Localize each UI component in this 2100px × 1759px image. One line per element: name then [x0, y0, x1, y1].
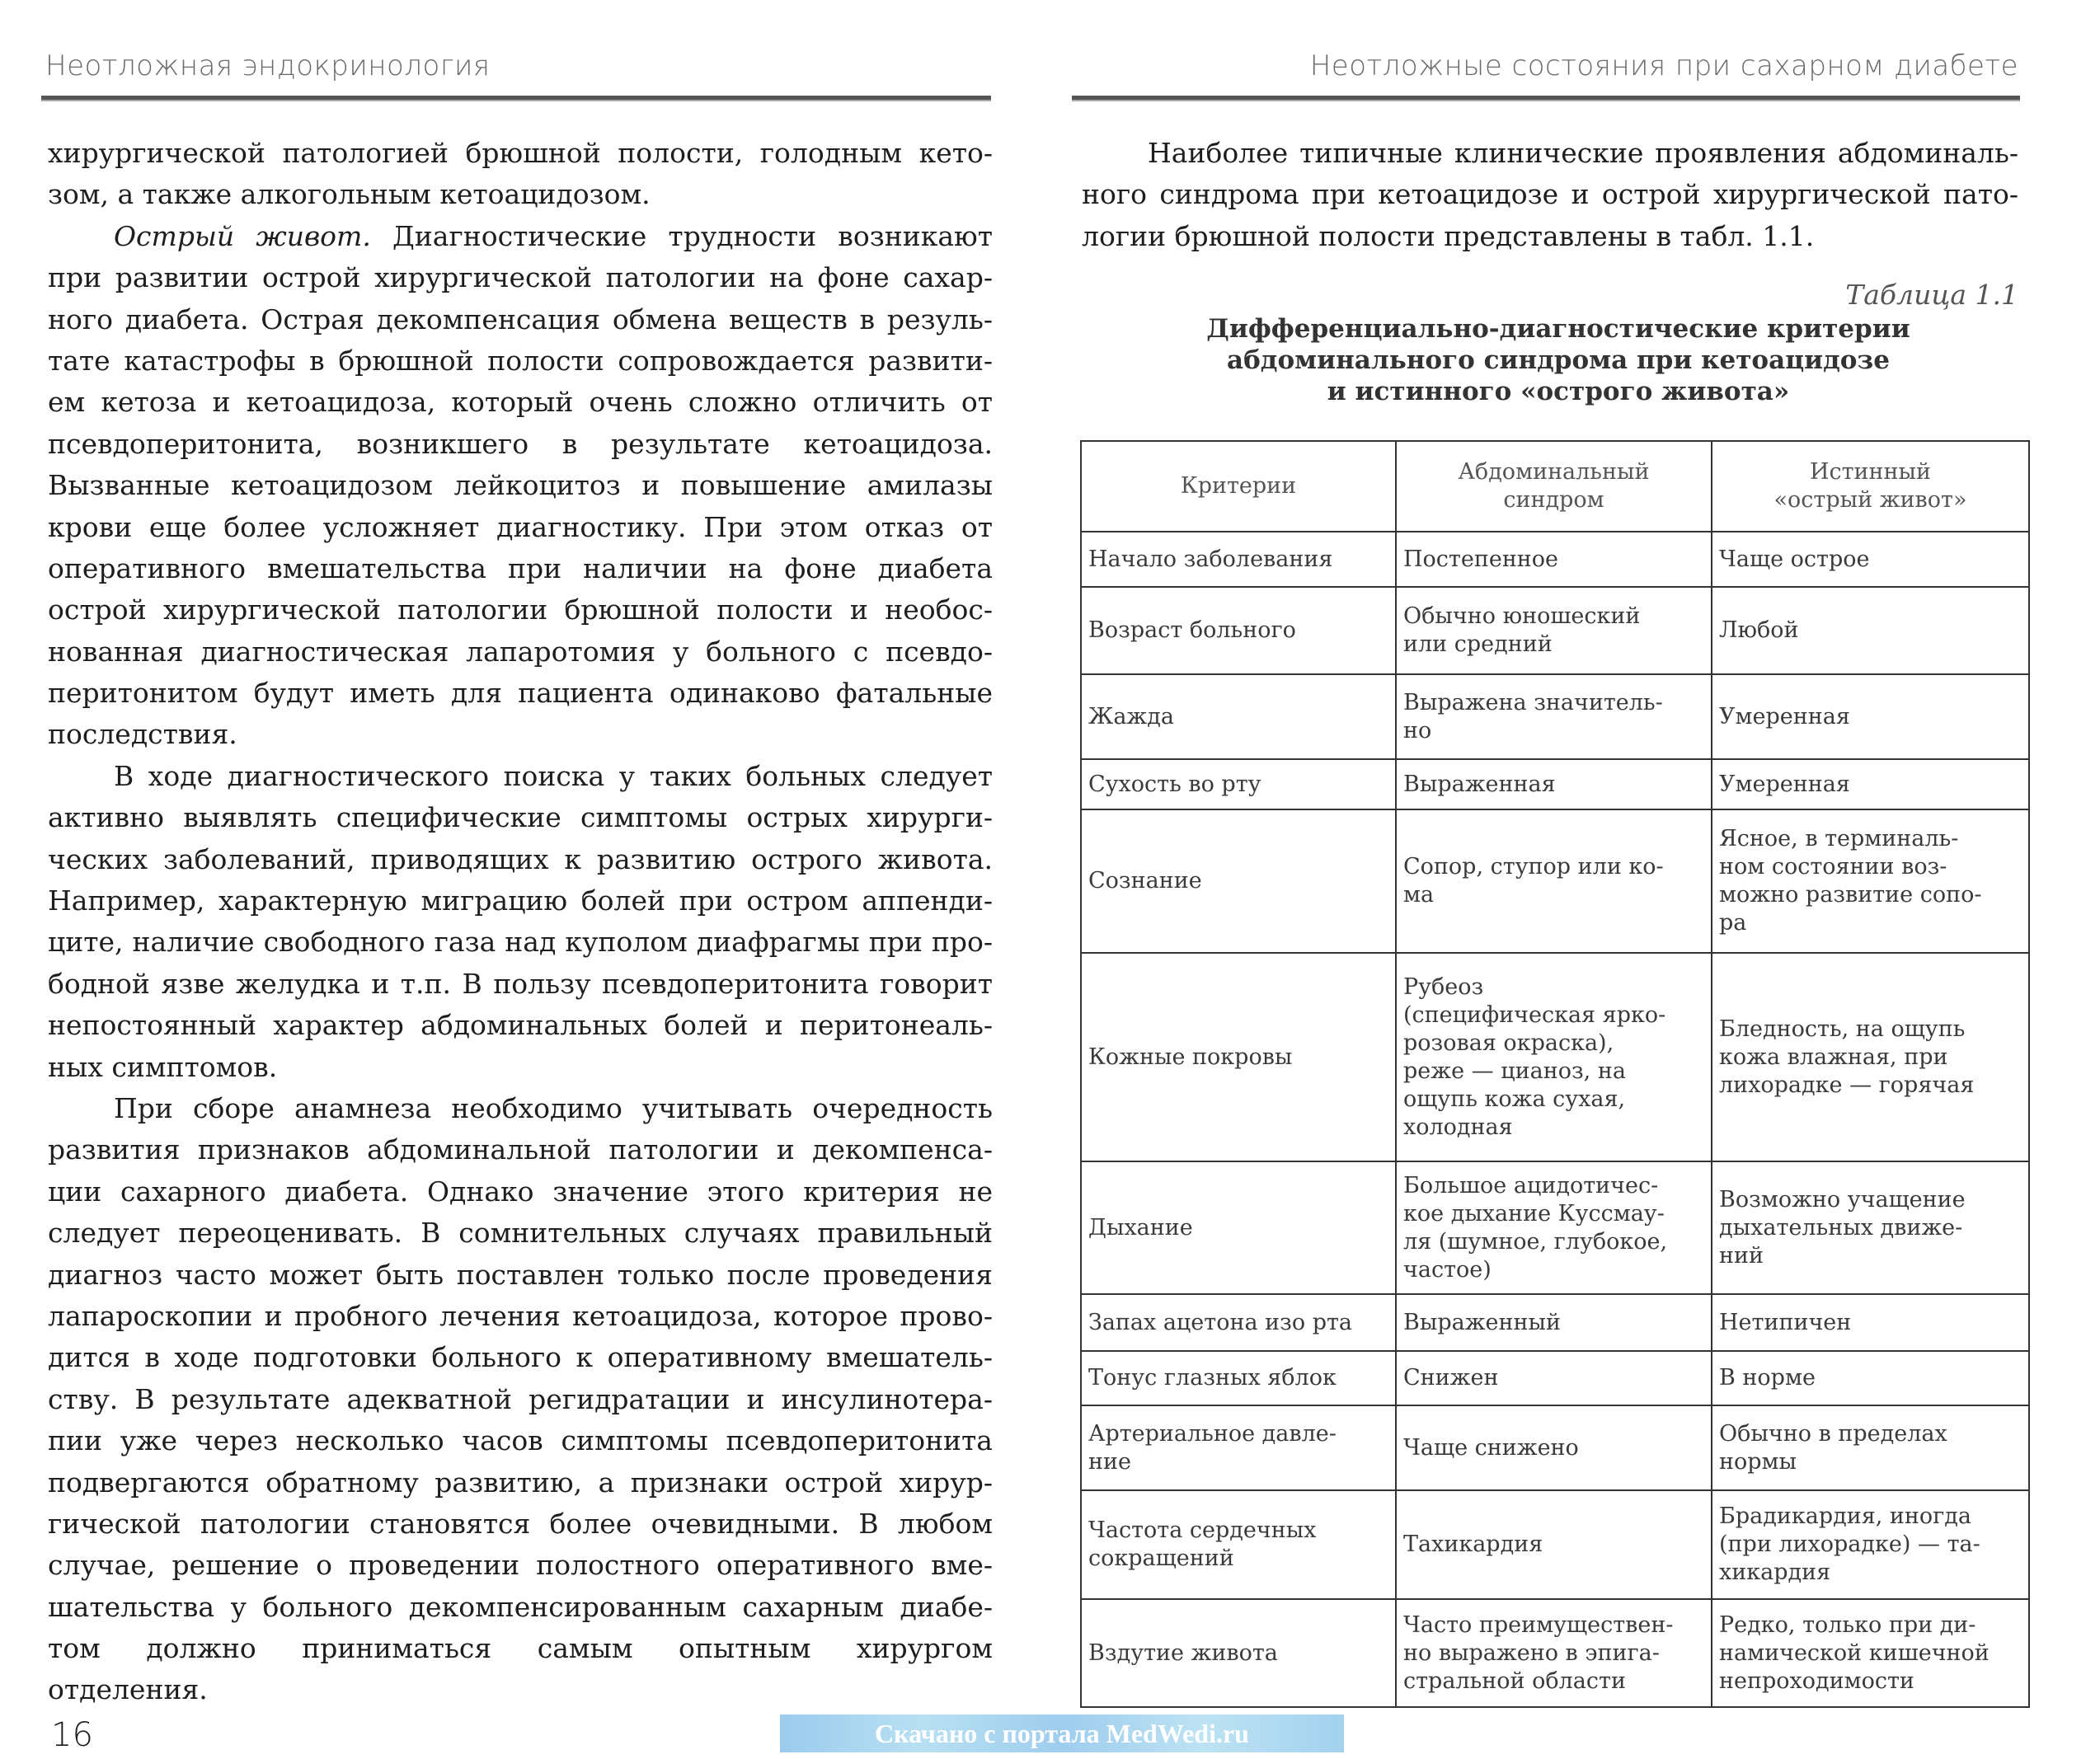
text-line	[48, 174, 993, 215]
text-line	[48, 1255, 993, 1296]
italic-term: Острый живот.	[114, 219, 371, 252]
line-text: следует переоценивать. В сомнительных случаях правильный	[48, 1217, 993, 1250]
criterion-cell: Начало заболевания	[1081, 532, 1396, 587]
text-line	[48, 257, 993, 298]
table-row	[1081, 674, 2029, 759]
text-line	[48, 133, 993, 174]
line-text: ству. В результате адекватной регидратации и инсулинотера-	[48, 1382, 993, 1415]
acute-abdomen-cell: Обычно в пределах нормы	[1712, 1405, 2029, 1490]
left-running-header: Неотложная эндокринология	[45, 49, 491, 82]
text-line	[48, 1420, 993, 1461]
acute-abdomen-cell: Умеренная	[1712, 759, 2029, 809]
right-header-rule	[1072, 96, 2020, 101]
text-line	[48, 589, 993, 631]
acute-abdomen-cell: Любой	[1712, 587, 2029, 674]
text-line	[48, 714, 993, 755]
criterion-cell: Запах ацетона изо рта	[1081, 1294, 1396, 1351]
table-header-row	[1081, 441, 2029, 532]
acute-abdomen-cell: В норме	[1712, 1351, 2029, 1405]
text-line	[48, 673, 993, 714]
text-line	[48, 797, 993, 838]
line-text: пии уже через несколько часов симптомы псевдоперитонита	[48, 1424, 993, 1457]
text-line	[1082, 133, 2018, 174]
text-line	[48, 1005, 993, 1046]
acute-abdomen-cell: Возможно учащение дыхательных движе- ний	[1712, 1161, 2029, 1294]
abdominal-syndrome-cell: Постепенное	[1396, 532, 1712, 587]
acute-abdomen-cell: Умеренная	[1712, 674, 2029, 759]
text-line	[48, 1129, 993, 1170]
text-line	[48, 507, 993, 548]
criteria-table	[1080, 440, 2030, 1708]
line-text: ного диабета. Острая декомпенсация обмена веществ в резуль-	[48, 303, 993, 335]
line-text: острой хирургической патологии брюшной полости и необос-	[48, 593, 993, 626]
abdominal-syndrome-cell: Тахикардия	[1396, 1490, 1712, 1599]
line-text: зом, а также алкогольным кетоацидозом.	[48, 178, 651, 211]
text-line	[48, 1171, 993, 1213]
left-body-text	[48, 133, 993, 1711]
line-text: Наиболее типичные клинические проявления абдоминаль-	[1148, 137, 2018, 169]
line-text: логии брюшной полости представлены в табл. 1.1.	[1082, 219, 1815, 252]
text-line	[48, 1088, 993, 1129]
line-text: В ходе диагностического поиска у таких больных следует	[114, 759, 993, 792]
line-text: дится в ходе подготовки больного к оперативному вмешатель-	[48, 1341, 993, 1374]
line-text: гической патологии становятся более очевидными. В любом	[48, 1507, 993, 1540]
text-line	[48, 548, 993, 589]
table-row	[1081, 809, 2029, 953]
line-text: ного синдрома при кетоацидозе и острой хирургической пато-	[1082, 178, 2018, 211]
text-line	[48, 340, 993, 382]
text-line	[48, 756, 993, 797]
line-text: ных симптомов.	[48, 1050, 278, 1083]
line-text: Например, характерную миграцию болей при остром аппенди-	[48, 884, 993, 917]
text-line	[48, 1669, 993, 1710]
text-line	[48, 1628, 993, 1669]
criterion-cell: Сухость во рту	[1081, 759, 1396, 809]
text-line	[1082, 216, 2018, 257]
abdominal-syndrome-cell: Выраженный	[1396, 1294, 1712, 1351]
line-text: лапароскопии и пробного лечения кетоацидоза, которое прово-	[48, 1299, 993, 1332]
line-text: тате катастрофы в брюшной полости сопровождается развити-	[48, 344, 993, 377]
abdominal-syndrome-cell: Часто преимуществен- но выражено в эпига- стральной области	[1396, 1599, 1712, 1707]
abdominal-syndrome-cell: Чаще снижено	[1396, 1405, 1712, 1490]
table-row	[1081, 532, 2029, 587]
acute-abdomen-cell: Ясное, в терминаль- ном состоянии воз- можно развитие сопо- ра	[1712, 809, 2029, 953]
abdominal-syndrome-cell: Большое ацидотичес- кое дыхание Куссмау- ля (шумное, глубокое, частое)	[1396, 1161, 1712, 1294]
table-title: Дифференциально-диагностические критерии абдоминального синдрома при кетоацидозе и истинного «острого живота»	[1206, 314, 1910, 406]
text-line	[48, 1379, 993, 1420]
text-line	[48, 1337, 993, 1378]
page-number: 16	[51, 1716, 93, 1754]
criterion-cell: Тонус глазных яблок	[1081, 1351, 1396, 1405]
line-text: непостоянный характер абдоминальных болей и перитонеаль-	[48, 1009, 993, 1042]
table-row	[1081, 1405, 2029, 1490]
acute-abdomen-cell: Нетипичен	[1712, 1294, 2029, 1351]
text-line	[48, 1296, 993, 1337]
line-text: ции сахарного диабета. Однако значение этого критерия не	[48, 1175, 993, 1208]
criterion-cell: Вздутие живота	[1081, 1599, 1396, 1707]
line-text: оперативного вмешательства при наличии на фоне диабета	[48, 551, 993, 584]
line-text: ческих заболеваний, приводящих к развитию острого живота.	[48, 842, 993, 875]
line-text: крови еще более усложняет диагностику. При этом отказ от	[48, 510, 993, 543]
acute-abdomen-cell: Чаще острое	[1712, 532, 2029, 587]
line-text: развития признаков абдоминальной патологии и декомпенса-	[48, 1133, 993, 1166]
line-text: при развитии острой хирургической патологии на фоне сахар-	[48, 261, 993, 294]
watermark-banner: Скачано с портала MedWedi.ru	[780, 1714, 1344, 1752]
text-line	[48, 1213, 993, 1254]
table-row	[1081, 759, 2029, 809]
criterion-cell: Частота сердечных сокращений	[1081, 1490, 1396, 1599]
abdominal-syndrome-cell: Выражена значитель- но	[1396, 674, 1712, 759]
line-text: При сборе анамнеза необходимо учитывать очередность	[114, 1091, 993, 1124]
text-line	[48, 1462, 993, 1503]
line-text: том должно приниматься самым опытным хирургом	[48, 1632, 993, 1665]
text-line	[48, 1047, 993, 1088]
table-row	[1081, 1161, 2029, 1294]
text-line	[48, 880, 993, 922]
text-line	[48, 922, 993, 963]
acute-abdomen-cell: Брадикардия, иногда (при лихорадке) — та- хикардия	[1712, 1490, 2029, 1599]
abdominal-syndrome-cell: Выраженная	[1396, 759, 1712, 809]
text-line	[48, 839, 993, 880]
line-text: бодной язве желудка и т.п. В пользу псевдоперитонита говорит	[48, 967, 993, 1000]
line-text: перитонитом будут иметь для пациента одинаково фатальные	[48, 677, 993, 710]
acute-abdomen-cell: Бледность, на ощупь кожа влажная, при лихорадке — горячая	[1712, 953, 2029, 1161]
line-text: диагноз часто может быть поставлен только после проведения	[48, 1258, 993, 1291]
line-text: отделения.	[48, 1673, 208, 1706]
text-line	[48, 1587, 993, 1628]
abdominal-syndrome-cell: Обычно юношеский или средний	[1396, 587, 1712, 674]
line-text: Вызванные кетоацидозом лейкоцитоз и повышение амилазы	[48, 469, 993, 502]
criterion-cell: Дыхание	[1081, 1161, 1396, 1294]
left-header-rule	[41, 96, 991, 101]
criterion-cell: Сознание	[1081, 809, 1396, 953]
right-body-text	[1082, 133, 2018, 257]
right-running-header: Неотложные состояния при сахарном диабете	[1309, 49, 2018, 82]
table-row	[1081, 587, 2029, 674]
line-text: подвергаются обратному развитию, а признаки острой хирур-	[48, 1466, 993, 1499]
line-text: последствия.	[48, 718, 237, 751]
table-row	[1081, 1351, 2029, 1405]
line-text: активно выявлять специфические симптомы острых хирурги-	[48, 801, 993, 834]
text-line	[48, 631, 993, 673]
criterion-cell: Артериальное давле- ние	[1081, 1405, 1396, 1490]
column-header: Абдоминальный синдром	[1396, 441, 1712, 532]
line-text: нованная диагностическая лапаротомия у больного с псевдо-	[48, 635, 993, 668]
line-text: случае, решение о проведении полостного оперативного вме-	[48, 1549, 993, 1582]
line-text: Диагностические трудности возникают	[370, 219, 993, 252]
abdominal-syndrome-cell: Рубеоз (специфическая ярко- розовая окраска), реже — цианоз, на ощупь кожа сухая, холодная	[1396, 953, 1712, 1161]
text-line	[48, 465, 993, 506]
line-text: хирургической патологией брюшной полости, голодным кето-	[48, 137, 993, 169]
line-text: псевдоперитонита, возникшего в результате кетоацидоза.	[48, 427, 993, 460]
line-text: шательства у больного декомпенсированным сахарным диабе-	[48, 1590, 993, 1623]
line-text: ем кетоза и кетоацидоза, который очень сложно отличить от	[48, 386, 993, 419]
abdominal-syndrome-cell: Сопор, ступор или ко- ма	[1396, 809, 1712, 953]
column-header: Истинный «острый живот»	[1712, 441, 2029, 532]
column-header: Критерии	[1081, 441, 1396, 532]
acute-abdomen-cell: Редко, только при ди- намической кишечной непроходимости	[1712, 1599, 2029, 1707]
abdominal-syndrome-cell: Снижен	[1396, 1351, 1712, 1405]
criterion-cell: Кожные покровы	[1081, 953, 1396, 1161]
table-row	[1081, 1490, 2029, 1599]
criterion-cell: Жажда	[1081, 674, 1396, 759]
text-line	[48, 299, 993, 340]
table-row	[1081, 1599, 2029, 1707]
text-line	[48, 382, 993, 423]
line-text: ците, наличие свободного газа над куполом диафрагмы при про-	[48, 926, 993, 959]
text-line	[48, 1545, 993, 1586]
table-row	[1081, 953, 2029, 1161]
text-line	[48, 1503, 993, 1545]
table-row	[1081, 1294, 2029, 1351]
text-line	[48, 964, 993, 1005]
table-caption: Таблица 1.1	[1845, 279, 2018, 311]
text-line	[48, 216, 993, 257]
text-line	[1082, 174, 2018, 215]
text-line	[48, 424, 993, 465]
criterion-cell: Возраст больного	[1081, 587, 1396, 674]
